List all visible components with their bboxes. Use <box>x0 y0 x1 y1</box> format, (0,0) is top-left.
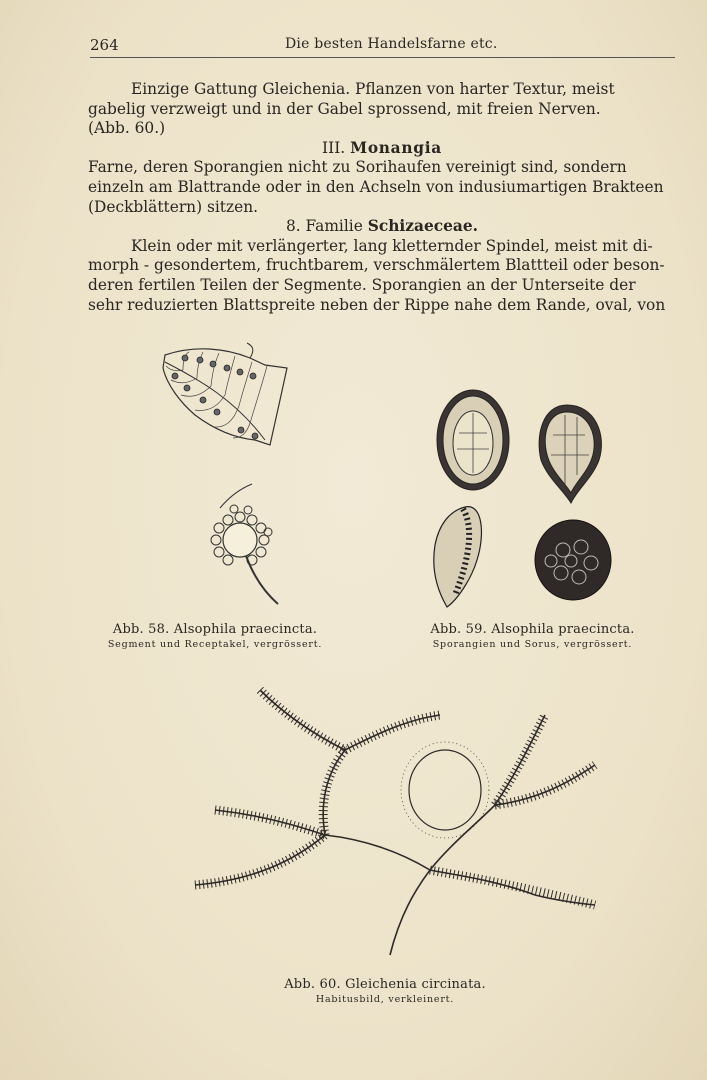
sporangium-top-right <box>539 405 601 503</box>
sporangium-bottom-left <box>434 507 482 607</box>
sorus-bottom-right <box>535 520 611 600</box>
fig58-segment-illustration <box>155 340 295 455</box>
family-heading <box>88 217 676 237</box>
paragraph-line: deren fertilen Teilen der Segmente. Sporangien an der Unterseite der <box>88 275 636 294</box>
section-title: Monangia <box>350 138 442 157</box>
fig58-receptacle-illustration <box>190 478 290 608</box>
section-heading <box>88 139 676 159</box>
family-name: Schizaeceae. <box>367 217 479 236</box>
fig59-title: Abb. 59. Alsophila praecincta. <box>430 622 635 637</box>
fig60-caption <box>255 977 515 1005</box>
running-title: Die besten Handelsfarne etc. <box>285 36 498 52</box>
paragraph-line: Einzige Gattung Gleichenia. Pflanzen von harter Textur, meist <box>131 80 615 98</box>
sporangium-top-left <box>437 390 509 490</box>
fig58-subtitle: Segment und Receptakel, vergrössert. <box>107 639 323 650</box>
paragraph-line: Farne, deren Sporangien nicht zu Sorihaufen vereinigt sind, sondern <box>88 158 627 177</box>
fig58-caption <box>100 622 330 650</box>
body-text <box>88 80 676 315</box>
fig60-habit-illustration <box>175 675 605 970</box>
page-header <box>90 36 675 58</box>
fig60-title: Abb. 60. Gleichenia circinata. <box>284 977 486 992</box>
header-rule <box>90 57 675 58</box>
fig59-caption <box>415 622 650 650</box>
paragraph-line: sehr reduzierten Blattspreite neben der Rippe nahe dem Rande, oval, von <box>88 295 666 314</box>
paragraph-line: Klein oder mit verlängerter, lang kletternder Spindel, meist mit di- <box>131 236 653 255</box>
section-numeral: III. <box>322 138 346 157</box>
paragraph-line: (Abb. 60.) <box>88 119 166 138</box>
fig58-title: Abb. 58. Alsophila praecincta. <box>112 622 318 637</box>
paragraph-line: (Deckblättern) sitzen. <box>88 197 259 216</box>
paragraph-line: gabelig verzweigt und in der Gabel sprossend, mit freien Nerven. <box>88 99 601 118</box>
fig59-sporangia-illustration <box>425 385 615 610</box>
family-prefix: 8. Familie <box>285 217 363 236</box>
page-number: 264 <box>90 36 119 54</box>
fig59-subtitle: Sporangien und Sorus, vergrössert. <box>432 639 633 650</box>
fig60-subtitle: Habitusbild, verkleinert. <box>315 994 455 1005</box>
paragraph-line: einzeln am Blattrande oder in den Achseln von indusiumartigen Brakteen <box>88 177 664 196</box>
paragraph-line: morph - gesondertem, fruchtbarem, verschmälertem Blattteil oder beson- <box>88 256 665 275</box>
